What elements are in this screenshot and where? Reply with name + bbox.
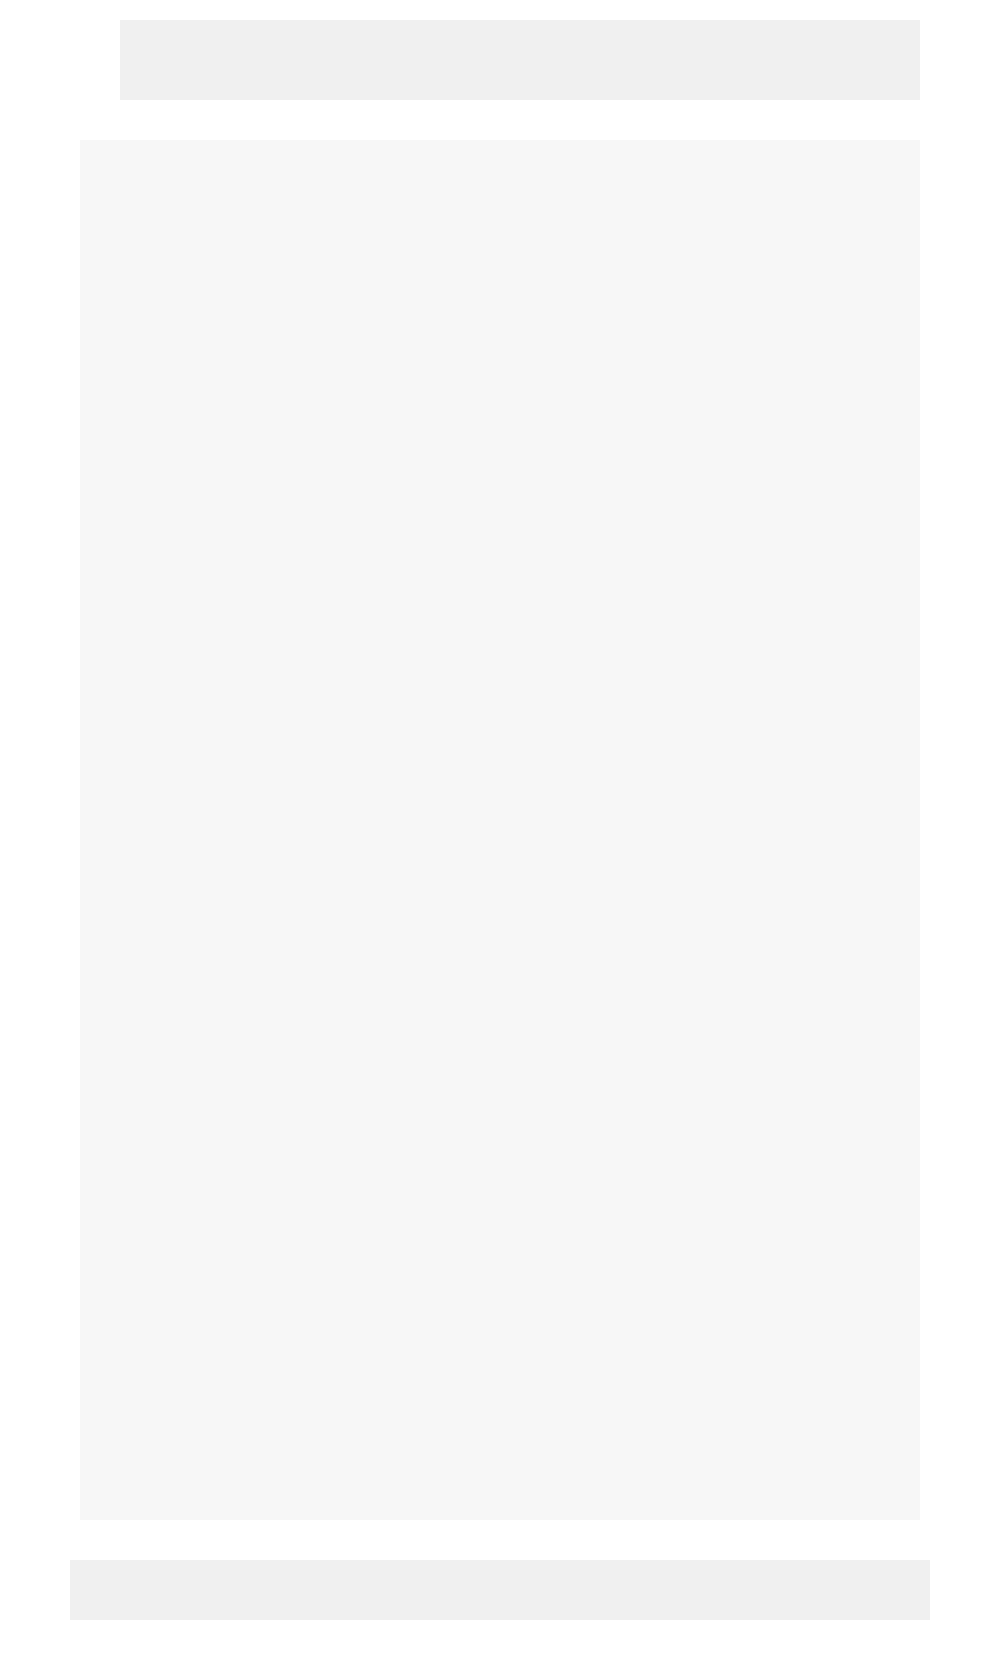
- page-header: [120, 20, 920, 100]
- page-footer: [70, 1560, 930, 1620]
- page-body: [80, 140, 920, 1520]
